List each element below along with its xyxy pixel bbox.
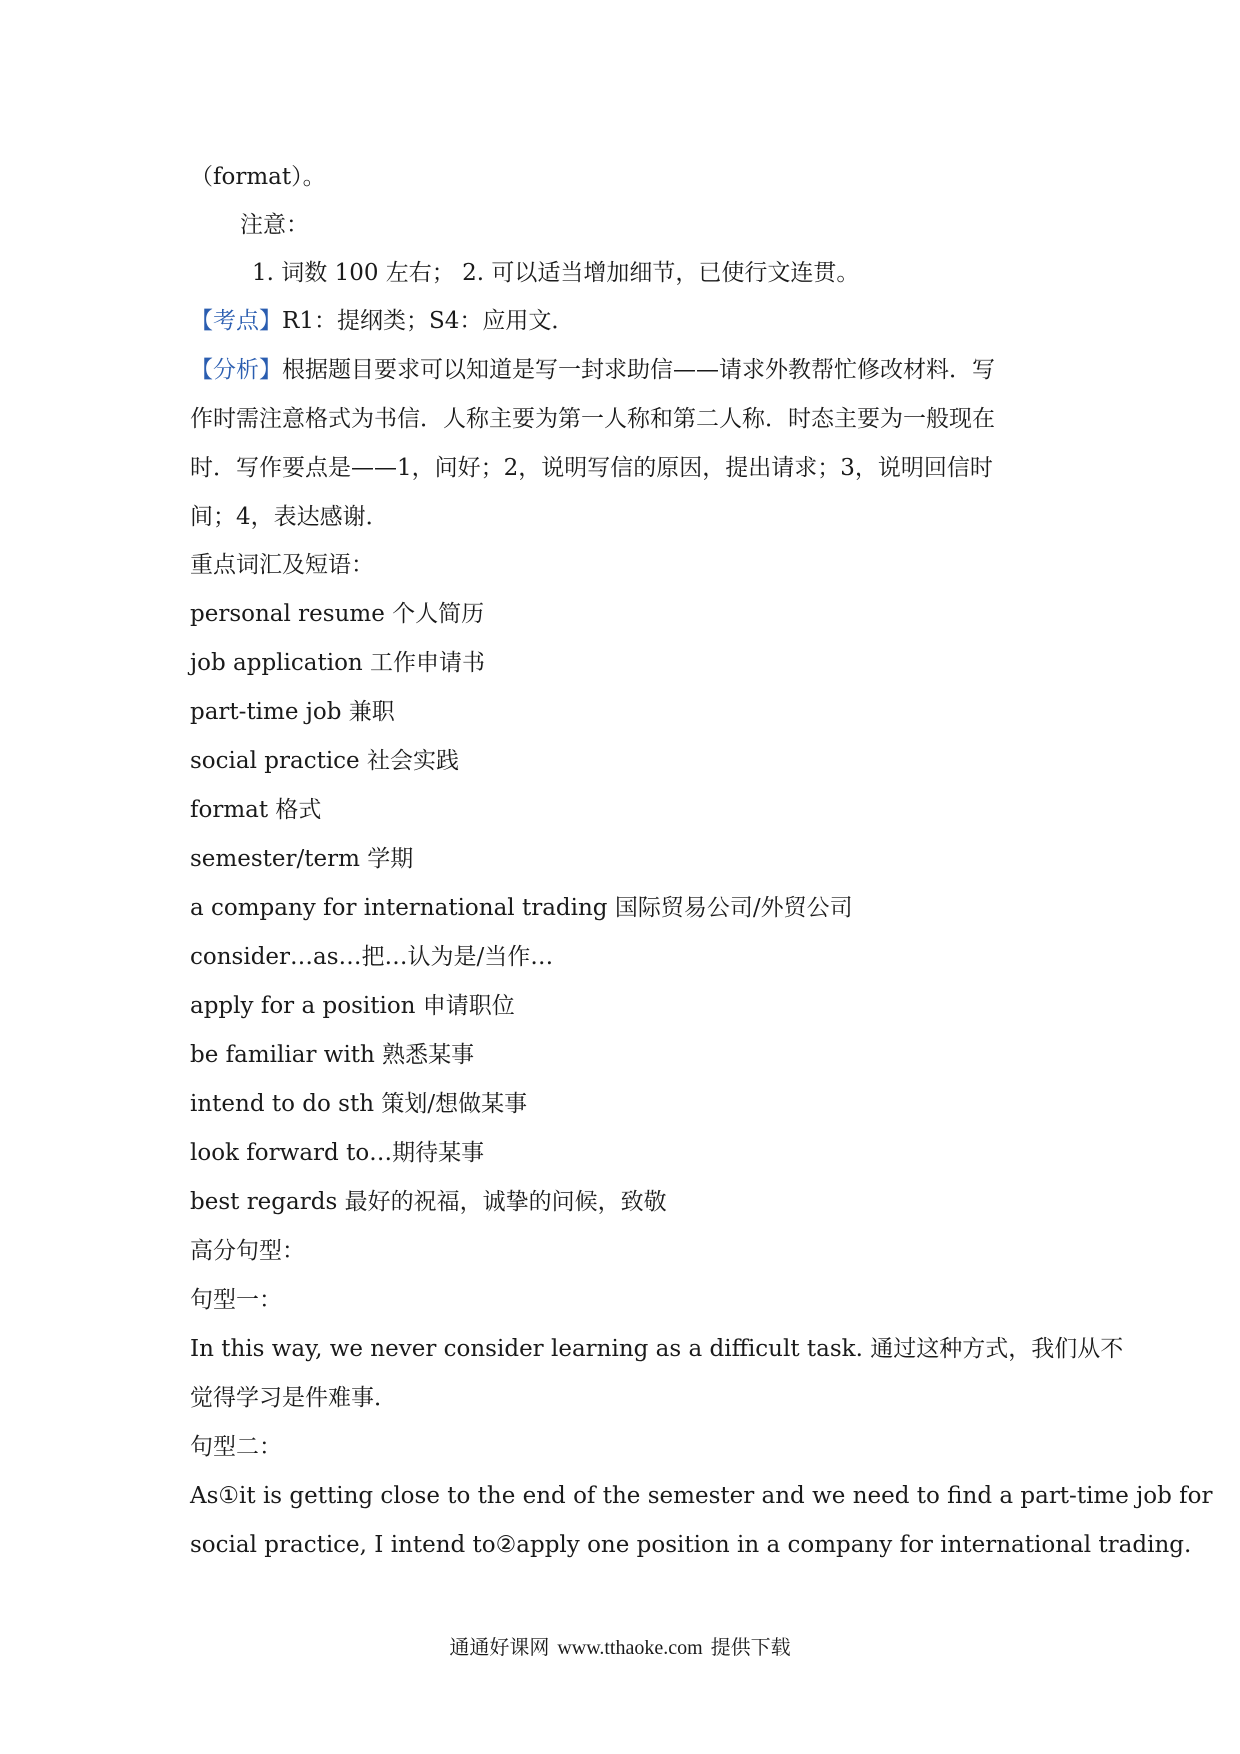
fenxi-line-1 bbox=[190, 355, 995, 385]
vocab-item: a company for international trading 国际贸易公司/外贸公司 bbox=[190, 895, 853, 921]
kaodian-text: R1：提纲类；S4：应用文． bbox=[282, 308, 575, 334]
vocab-item: apply for a position 申请职位 bbox=[190, 993, 515, 1019]
note-label: 注意： bbox=[240, 212, 309, 238]
pattern2-line-1: As①it is getting close to the end of the semester and we need to find a part-time job for bbox=[190, 1483, 1213, 1509]
vocab-item: best regards 最好的祝福，诚挚的问候，致敬 bbox=[190, 1189, 667, 1215]
vocab-item: consider…as…把…认为是/当作… bbox=[190, 944, 554, 970]
vocab-heading: 重点词汇及短语： bbox=[190, 552, 374, 578]
fenxi-line-2: 作时需注意格式为书信．人称主要为第一人称和第二人称．时态主要为一般现在 bbox=[190, 406, 995, 432]
vocab-item: be familiar with 熟悉某事 bbox=[190, 1042, 475, 1068]
fenxi-tag: 【分析】 bbox=[190, 357, 282, 383]
vocab-item: personal resume 个人简历 bbox=[190, 601, 485, 627]
pattern1-line-1: In this way, we never consider learning as a difficult task. 通过这种方式，我们从不 bbox=[190, 1336, 1124, 1362]
vocab-item: job application 工作申请书 bbox=[190, 650, 486, 676]
pattern2-label: 句型二： bbox=[190, 1434, 282, 1460]
vocab-item: semester/term 学期 bbox=[190, 846, 414, 872]
kaodian-line bbox=[190, 306, 574, 336]
pattern1-line-2: 觉得学习是件难事． bbox=[190, 1385, 397, 1411]
footer-site-name: 通通好课网 bbox=[449, 1635, 550, 1659]
kaodian-tag: 【考点】 bbox=[190, 308, 282, 334]
vocab-item: look forward to…期待某事 bbox=[190, 1140, 485, 1166]
fenxi-text: 根据题目要求可以知道是写一封求助信——请求外教帮忙修改材料．写 bbox=[282, 357, 995, 383]
pattern1-label: 句型一： bbox=[190, 1287, 282, 1313]
format-line: （format）。 bbox=[190, 164, 326, 190]
fenxi-line-4: 间；4，表达感谢． bbox=[190, 504, 389, 530]
vocab-item: part-time job 兼职 bbox=[190, 699, 395, 725]
fenxi-line-3: 时．写作要点是——1，问好；2，说明写信的原因，提出请求；3，说明回信时 bbox=[190, 455, 993, 481]
footer-url[interactable]: www.tthaoke.com bbox=[557, 1637, 703, 1659]
page-footer bbox=[0, 1633, 1240, 1662]
vocab-item: social practice 社会实践 bbox=[190, 748, 459, 774]
requirements-line: 1. 词数 100 左右； 2. 可以适当增加细节，已使行文连贯。 bbox=[252, 260, 860, 286]
sentences-heading: 高分句型： bbox=[190, 1238, 305, 1264]
vocab-item: format 格式 bbox=[190, 797, 322, 823]
pattern2-line-2: social practice, I intend to②apply one position in a company for international trading. bbox=[190, 1532, 1192, 1558]
vocab-item: intend to do sth 策划/想做某事 bbox=[190, 1091, 528, 1117]
footer-suffix: 提供下载 bbox=[710, 1635, 791, 1659]
